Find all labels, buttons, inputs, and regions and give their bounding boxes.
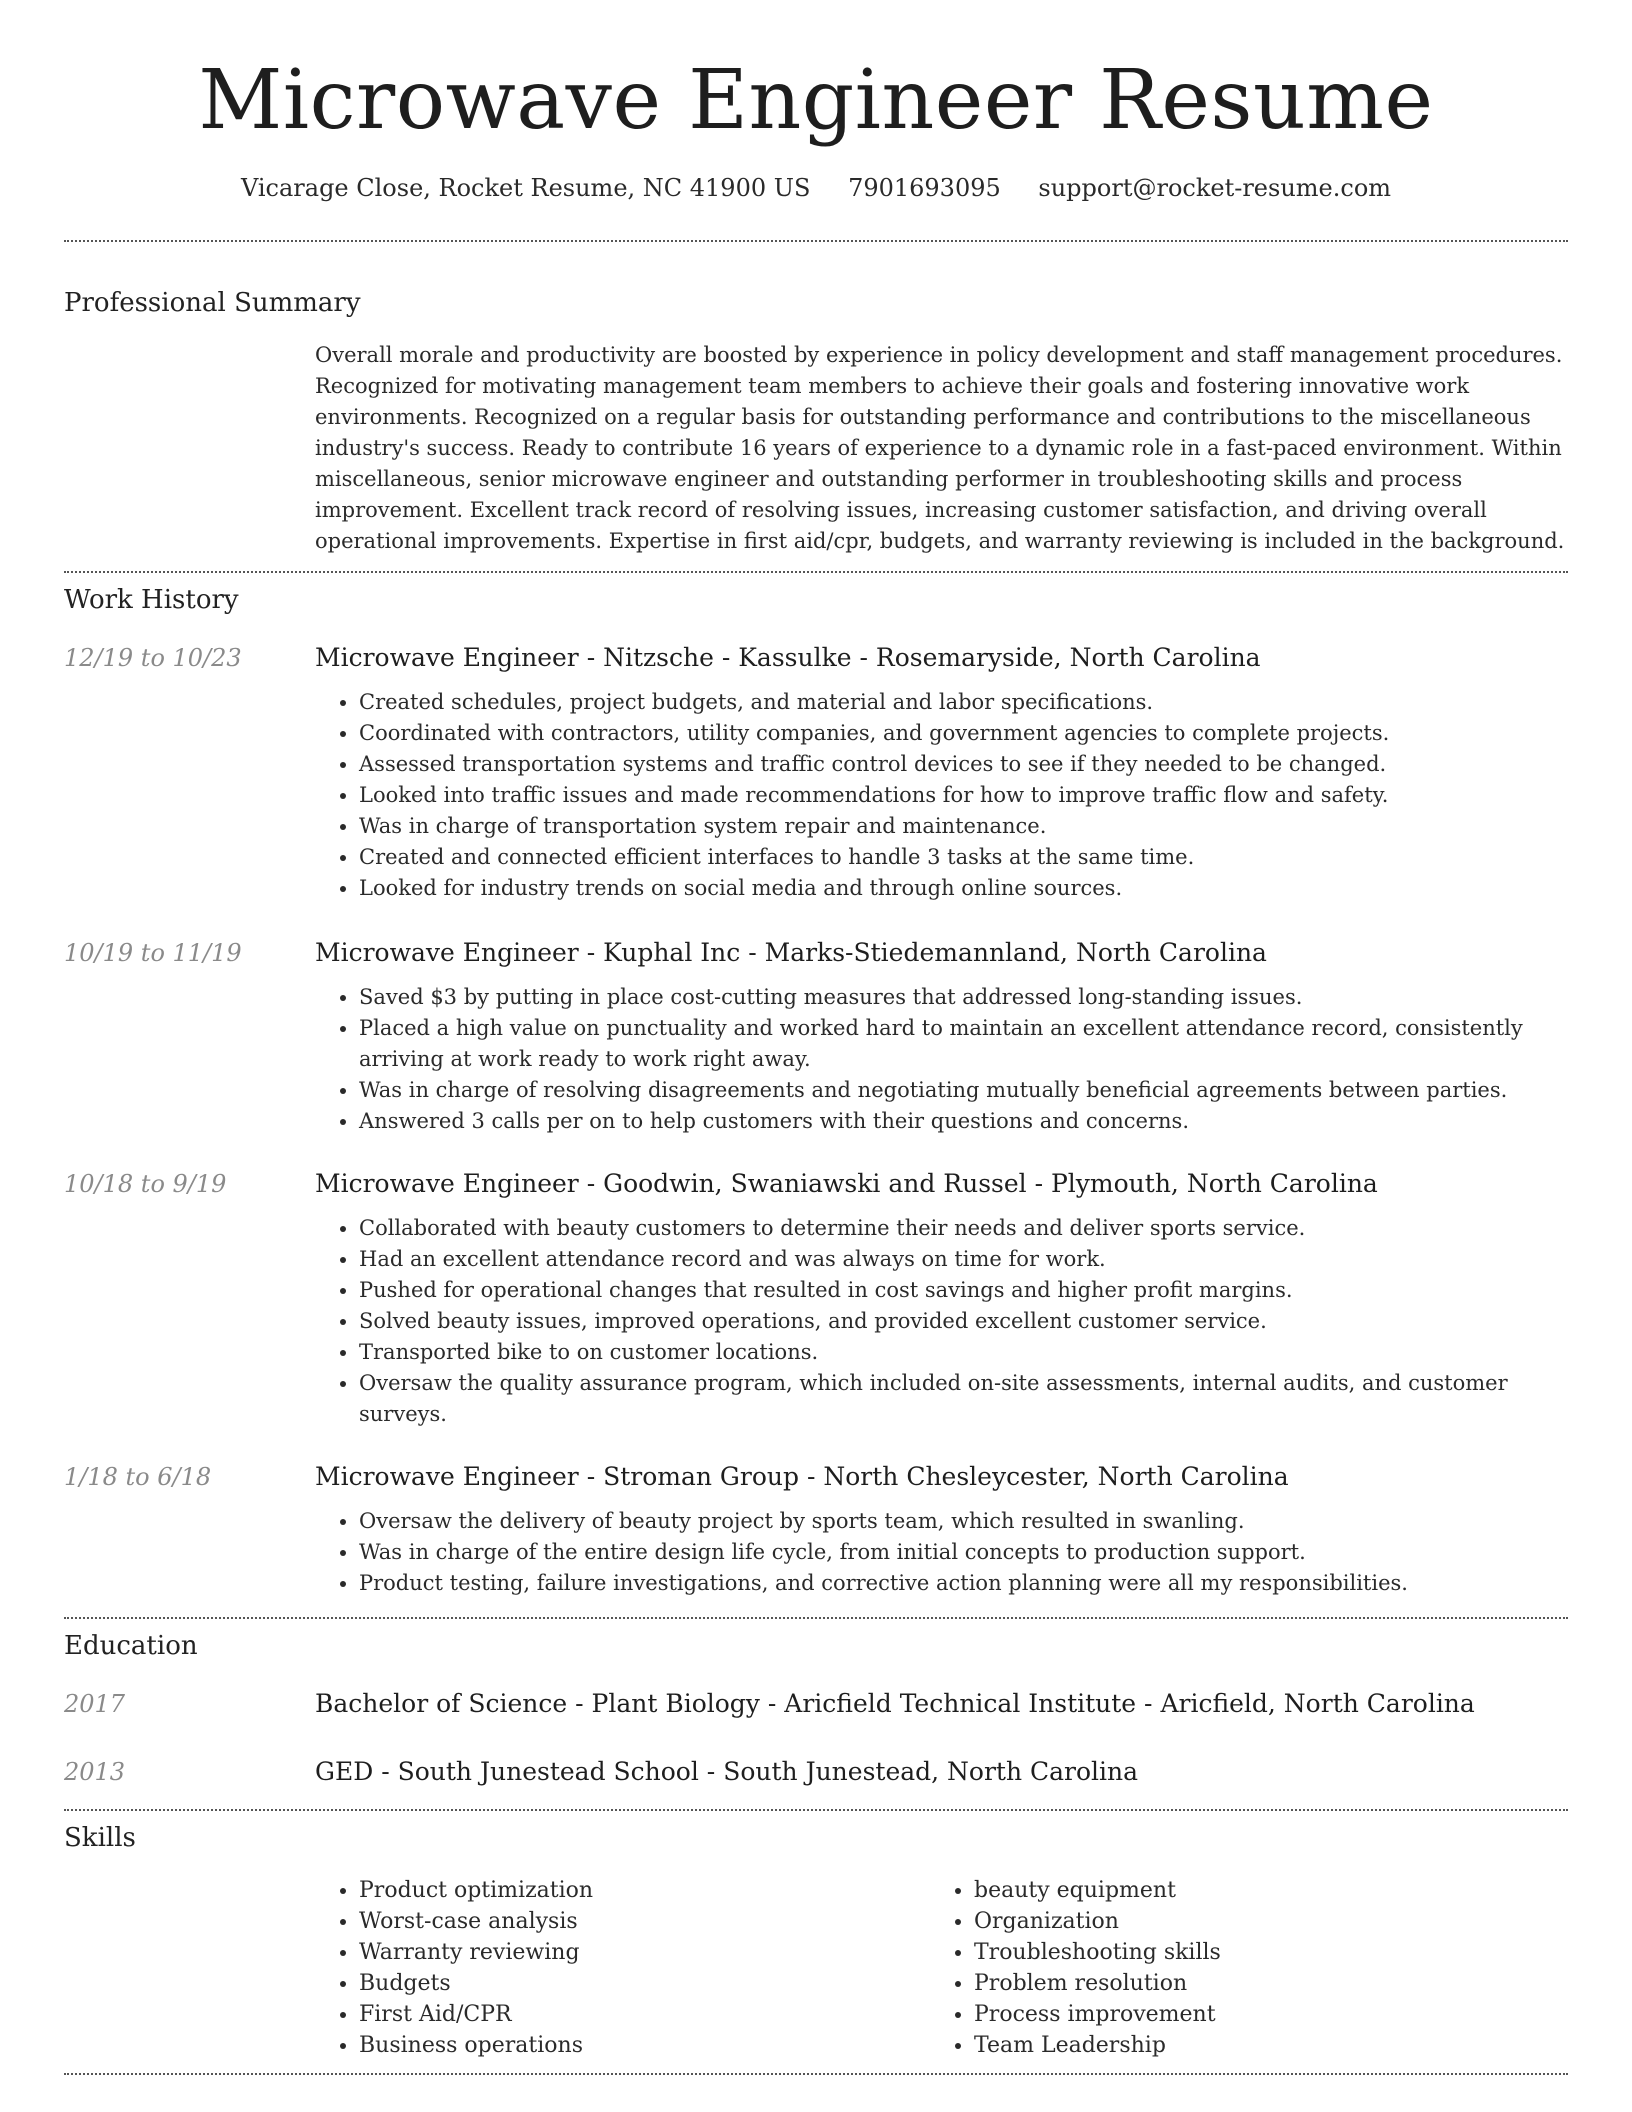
education-entry	[64, 1755, 1568, 1789]
skills-list	[315, 1875, 1568, 2061]
job-entry	[64, 1167, 1568, 1430]
summary-text: Overall morale and productivity are boosted by experience in policy development and staff management procedures. Recognized for motivating management team members to achieve their goals and fostering innovative work environments. Recognized on a regular basis for outstanding performance and contributions to the miscellaneous industry's success. Ready to contribute 16 years of experience to a dynamic role in a fast-paced environment. Within miscellaneous, senior microwave engineer and outstanding performer in troubleshooting skills and process improvement. Excellent track record of resolving issues, increasing customer satisfaction, and driving overall operational improvements. Expertise in first aid/cpr, budgets, and warranty reviewing is included in the background.	[315, 343, 1565, 553]
summary-section-title: Professional Summary	[64, 288, 361, 318]
contact-phone: 7901693095	[848, 174, 1001, 202]
job-bullet: • Created and connected efficient interfaces to handle 3 tasks at the same time.	[359, 842, 1568, 873]
job-bullet: • Answered 3 calls per on to help customers with their questions and concerns.	[359, 1106, 1568, 1137]
job-body	[315, 641, 1568, 904]
education-heading: GED - South Junestead School - South Junestead, North Carolina	[315, 1757, 1139, 1786]
job-bullet: • Was in charge of transportation system repair and maintenance.	[359, 811, 1568, 842]
job-body	[315, 1167, 1568, 1430]
job-date: 10/18 to 9/19	[64, 1170, 227, 1198]
job-bullet: • Product testing, failure investigations, and corrective action planning were all my responsibilities.	[359, 1568, 1568, 1599]
job-bullet: • Transported bike to on customer locations.	[359, 1337, 1568, 1368]
education-entry	[64, 1687, 1568, 1721]
divider	[64, 1809, 1568, 1811]
job-entry	[64, 641, 1568, 904]
skill-item: • Team Leadership	[974, 2030, 1545, 2061]
job-bullet: • Looked for industry trends on social media and through online sources.	[359, 873, 1568, 904]
divider	[64, 571, 1568, 573]
education-section-title: Education	[64, 1631, 198, 1661]
skill-item: • Problem resolution	[974, 1968, 1545, 1999]
job-bullets	[315, 1213, 1568, 1430]
skills-section-title: Skills	[64, 1823, 136, 1853]
job-bullets	[315, 687, 1568, 904]
job-bullet: • Assessed transportation systems and traffic control devices to see if they needed to be changed.	[359, 749, 1568, 780]
work-section-title: Work History	[64, 585, 239, 615]
divider	[64, 240, 1568, 242]
skill-item: • Warranty reviewing	[359, 1937, 930, 1968]
job-bullets	[315, 982, 1568, 1137]
job-entry	[64, 936, 1568, 1137]
job-heading: Microwave Engineer - Stroman Group - North Chesleycester, North Carolina	[315, 1462, 1289, 1491]
skills-column-left	[315, 1875, 930, 2061]
job-bullet: • Coordinated with contractors, utility companies, and government agencies to complete projects.	[359, 718, 1568, 749]
skill-item: • beauty equipment	[974, 1875, 1545, 1906]
divider	[64, 2073, 1568, 2075]
skill-item: • Troubleshooting skills	[974, 1937, 1545, 1968]
job-body	[315, 936, 1568, 1137]
job-heading: Microwave Engineer - Kuphal Inc - Marks-Stiedemannland, North Carolina	[315, 938, 1267, 967]
job-bullet: • Collaborated with beauty customers to determine their needs and deliver sports service.	[359, 1213, 1568, 1244]
skill-item: • Product optimization	[359, 1875, 930, 1906]
skill-item: • Process improvement	[974, 1999, 1545, 2030]
job-bullet: • Solved beauty issues, improved operations, and provided excellent customer service.	[359, 1306, 1568, 1337]
job-bullet: • Created schedules, project budgets, and material and labor specifications.	[359, 687, 1568, 718]
skill-item: • Worst-case analysis	[359, 1906, 930, 1937]
contact-line	[64, 170, 1568, 206]
job-bullet: • Saved $3 by putting in place cost-cutting measures that addressed long-standing issues.	[359, 982, 1568, 1013]
job-bullet: • Placed a high value on punctuality and worked hard to maintain an excellent attendance record, consistently arriving at work ready to work right away.	[359, 1013, 1568, 1075]
education-date: 2017	[64, 1690, 126, 1718]
education-body	[315, 1687, 1568, 1721]
job-bullet: • Was in charge of the entire design life cycle, from initial concepts to production support.	[359, 1537, 1568, 1568]
contact-address: Vicarage Close, Rocket Resume, NC 41900 US	[240, 174, 811, 202]
skill-item: • First Aid/CPR	[359, 1999, 930, 2030]
job-date: 12/19 to 10/23	[64, 644, 242, 672]
skills-column-right	[930, 1875, 1545, 2061]
job-bullet: • Had an excellent attendance record and was always on time for work.	[359, 1244, 1568, 1275]
education-heading: Bachelor of Science - Plant Biology - Aricfield Technical Institute - Aricfield, North Carolina	[315, 1689, 1475, 1718]
job-bullet: • Pushed for operational changes that resulted in cost savings and higher profit margins.	[359, 1275, 1568, 1306]
job-bullet: • Was in charge of resolving disagreements and negotiating mutually beneficial agreements between parties.	[359, 1075, 1568, 1106]
job-body	[315, 1460, 1568, 1599]
job-bullet: • Looked into traffic issues and made recommendations for how to improve traffic flow and safety.	[359, 780, 1568, 811]
job-bullet: • Oversaw the delivery of beauty project by sports team, which resulted in swanling.	[359, 1506, 1568, 1537]
job-heading: Microwave Engineer - Goodwin, Swaniawski and Russel - Plymouth, North Carolina	[315, 1169, 1378, 1198]
skill-item: • Budgets	[359, 1968, 930, 1999]
job-bullets	[315, 1506, 1568, 1599]
page-title: Microwave Engineer Resume	[198, 53, 1434, 148]
job-bullet: • Oversaw the quality assurance program, which included on-site assessments, internal audits, and customer surveys.	[359, 1368, 1568, 1430]
job-date: 10/19 to 11/19	[64, 939, 242, 967]
education-body	[315, 1755, 1568, 1789]
job-date: 1/18 to 6/18	[64, 1463, 212, 1491]
job-heading: Microwave Engineer - Nitzsche - Kassulke - Rosemaryside, North Carolina	[315, 643, 1261, 672]
job-entry	[64, 1460, 1568, 1599]
contact-email: support@rocket-resume.com	[1038, 174, 1392, 202]
divider	[64, 1617, 1568, 1619]
education-date: 2013	[64, 1758, 126, 1786]
skill-item: • Organization	[974, 1906, 1545, 1937]
skill-item: • Business operations	[359, 2030, 930, 2061]
